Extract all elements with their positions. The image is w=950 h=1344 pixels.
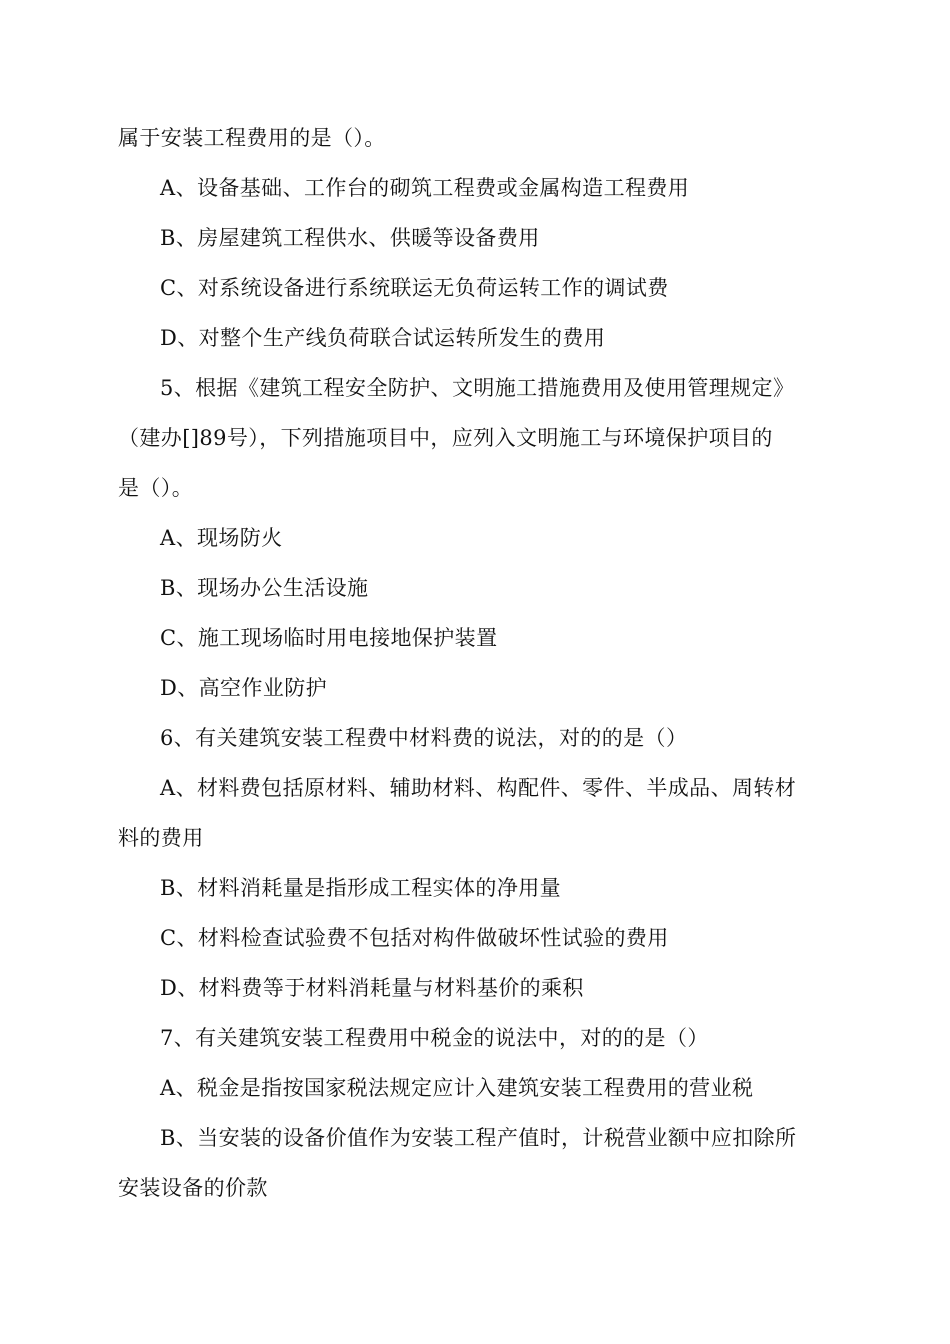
option-c: C、对系统设备进行系统联运无负荷运转工作的调试费 — [160, 276, 669, 300]
option-b: B、现场办公生活设施 — [160, 576, 369, 600]
question-5: 5、根据《建筑工程安全防护、文明施工措施费用及使用管理规定》 — [160, 376, 795, 400]
option-b-continued: 安装设备的价款 — [118, 1176, 268, 1200]
option-b: B、当安装的设备价值作为安装工程产值时，计税营业额中应扣除所 — [160, 1126, 797, 1150]
option-d: D、高空作业防护 — [160, 676, 328, 700]
option-b: B、材料消耗量是指形成工程实体的净用量 — [160, 876, 562, 900]
question-5-continued: （建办[]89号），下列措施项目中，应列入文明施工与环境保护项目的 — [118, 426, 773, 450]
option-a: A、材料费包括原材料、辅助材料、构配件、零件、半成品、周转材 — [160, 776, 797, 800]
option-d: D、对整个生产线负荷联合试运转所发生的费用 — [160, 326, 606, 350]
option-a: A、设备基础、工作台的砌筑工程费或金属构造工程费用 — [160, 176, 690, 200]
text-line: 属于安装工程费用的是（）。 — [118, 126, 386, 150]
option-c: C、施工现场临时用电接地保护装置 — [160, 626, 498, 650]
option-a: A、现场防火 — [160, 526, 283, 550]
option-c: C、材料检查试验费不包括对构件做破坏性试验的费用 — [160, 926, 669, 950]
option-a-continued: 料的费用 — [118, 826, 204, 850]
question-7: 7、有关建筑安装工程费用中税金的说法中，对的的是（） — [160, 1026, 709, 1050]
option-b: B、房屋建筑工程供水、供暖等设备费用 — [160, 226, 540, 250]
question-6: 6、有关建筑安装工程费中材料费的说法，对的的是（） — [160, 726, 688, 750]
question-5-continued: 是（）。 — [118, 476, 194, 500]
option-d: D、材料费等于材料消耗量与材料基价的乘积 — [160, 976, 584, 1000]
option-a: A、税金是指按国家税法规定应计入建筑安装工程费用的营业税 — [160, 1076, 754, 1100]
